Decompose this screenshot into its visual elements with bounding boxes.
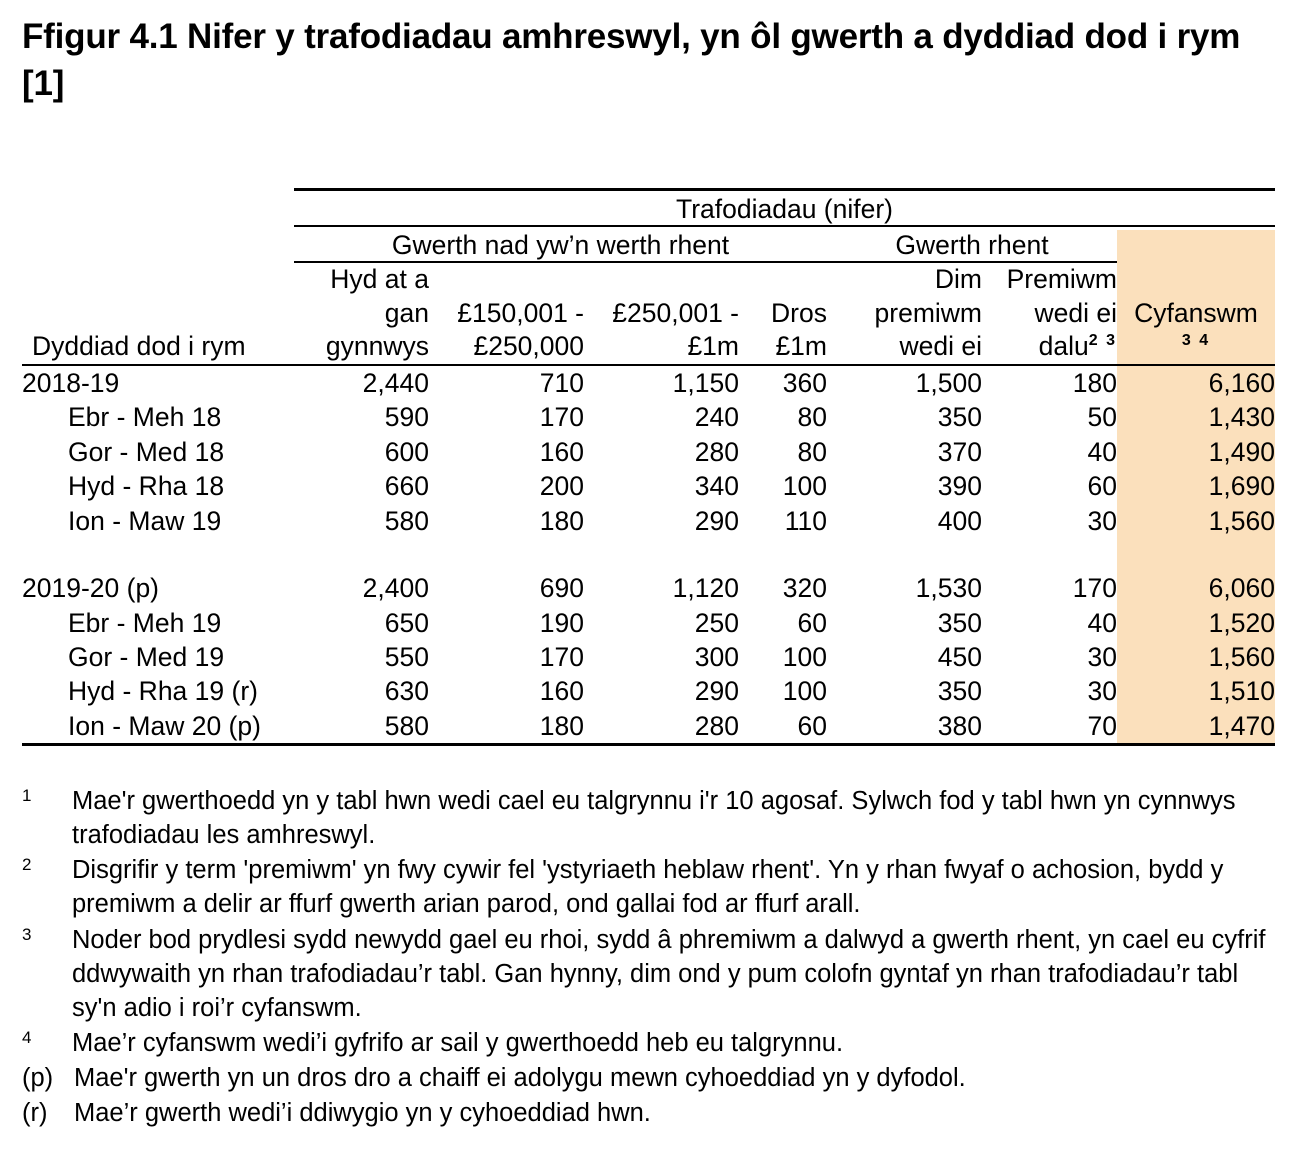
row-total-cell: 1,560 xyxy=(1117,504,1275,538)
table-cell: 580 xyxy=(384,710,429,741)
table-cell: 630 xyxy=(384,676,429,707)
table-cell: 170 xyxy=(1072,573,1117,604)
header-col4-line2: £1m xyxy=(739,330,827,365)
table-cell: 390 xyxy=(937,471,982,502)
header-line3-row xyxy=(22,330,1275,365)
header-col5-line1: Dim xyxy=(934,264,982,294)
transactions-table xyxy=(22,188,1275,749)
table-spacer-row xyxy=(22,538,1275,571)
table-row xyxy=(22,504,1275,538)
table-cell: 450 xyxy=(937,641,982,672)
table-cell: 290 xyxy=(694,505,739,536)
table-cell: 80 xyxy=(797,402,827,433)
spacer-cell xyxy=(982,538,1117,571)
table-cell: 60 xyxy=(1087,471,1117,502)
footnote-marker: 2 xyxy=(22,855,32,875)
table-cell: 250 xyxy=(694,607,739,638)
header-total-footnote-ref xyxy=(1117,330,1275,365)
footnotes-block xyxy=(22,784,1284,1132)
table-cell: 660 xyxy=(384,471,429,502)
table-row xyxy=(22,640,1275,674)
row-total-cell: 6,160 xyxy=(1117,365,1275,400)
footnote-item xyxy=(22,853,1284,921)
table-cell: 600 xyxy=(384,436,429,467)
table-cell: 380 xyxy=(937,710,982,741)
table-cell: 1,150 xyxy=(672,367,739,398)
table-cell: 350 xyxy=(937,676,982,707)
row-total-cell: 6,060 xyxy=(1117,571,1275,605)
header-col4-line1 xyxy=(739,262,827,297)
table-cell: 170 xyxy=(539,641,584,672)
table-cell: 180 xyxy=(539,710,584,741)
header-col2-line2: £250,000 xyxy=(429,330,584,365)
header-col1-line2: gan xyxy=(384,297,429,328)
empty-cell xyxy=(22,194,294,226)
row-label: Gor - Med 19 xyxy=(68,641,225,672)
row-label: Hyd - Rha 18 xyxy=(68,471,225,502)
table-cell: 340 xyxy=(694,471,739,502)
header-total-label: Cyfanswm xyxy=(1117,297,1275,331)
table-cell: 160 xyxy=(539,676,584,707)
spacer-cell xyxy=(739,538,827,571)
table-cell: 160 xyxy=(539,436,584,467)
table-cell: 240 xyxy=(694,402,739,433)
table-cell: 80 xyxy=(797,436,827,467)
table-cell: 60 xyxy=(797,710,827,741)
table-cell: 190 xyxy=(539,607,584,638)
data-table-container xyxy=(22,188,1275,749)
table-cell: 180 xyxy=(539,505,584,536)
row-total-cell: 1,520 xyxy=(1117,606,1275,640)
header-line1-row xyxy=(22,262,1275,297)
empty-cell xyxy=(22,262,294,297)
table-cell: 200 xyxy=(539,471,584,502)
rule-table-bottom xyxy=(22,745,1275,750)
table-cell: 1,530 xyxy=(915,573,982,604)
span-rent-label: Gwerth rhent xyxy=(827,230,1117,262)
footnote-item xyxy=(22,923,1284,1025)
footnote-ref-3-4: 3 4 xyxy=(1181,332,1211,350)
table-cell: 360 xyxy=(782,367,827,398)
header-col6-line2: wedi ei xyxy=(1034,297,1117,328)
row-total-cell: 1,470 xyxy=(1117,709,1275,745)
table-cell: 650 xyxy=(384,607,429,638)
table-row xyxy=(22,606,1275,640)
table-cell: 590 xyxy=(384,402,429,433)
header-col2-line1: £150,001 - xyxy=(457,297,584,328)
footnote-ref-2-3: 2 3 xyxy=(1088,332,1117,350)
table-row xyxy=(22,400,1275,434)
empty-cell xyxy=(22,297,294,331)
footnote-marker: (r) xyxy=(22,1099,48,1128)
table-row xyxy=(22,709,1275,745)
footnote-text: Mae’r cyfanswm wedi’i gyfrifo ar sail y gwerthoedd heb eu talgrynnu. xyxy=(72,1029,844,1058)
row-label: 2018-19 xyxy=(22,367,120,398)
table-cell: 50 xyxy=(1087,402,1117,433)
table-cell: 170 xyxy=(539,402,584,433)
header-col3-line1: £250,001 - xyxy=(612,297,739,328)
header-col5-line3: wedi ei xyxy=(827,330,982,365)
header-col6-line3 xyxy=(982,330,1117,365)
table-cell: 350 xyxy=(937,402,982,433)
row-label: 2019-20 (p) xyxy=(22,573,160,604)
table-cell: 400 xyxy=(937,505,982,536)
table-cell: 100 xyxy=(782,641,827,672)
table-cell: 180 xyxy=(1072,367,1117,398)
spacer-cell xyxy=(294,538,429,571)
spacer-cell xyxy=(429,538,584,571)
row-label: Ebr - Meh 19 xyxy=(68,607,222,638)
footnote-item xyxy=(22,1096,1284,1130)
table-body xyxy=(22,190,1275,750)
header-col2-line1 xyxy=(429,262,584,297)
spacer-cell xyxy=(827,538,982,571)
table-cell: 100 xyxy=(782,471,827,502)
header-col6-line1: Premiwm xyxy=(1006,264,1117,294)
footnote-marker: 4 xyxy=(22,1028,32,1048)
table-cell: 40 xyxy=(1087,436,1117,467)
header-col3-line1 xyxy=(584,262,739,297)
group-labels-row xyxy=(22,230,1275,262)
page-title: Ffigur 4.1 Nifer y trafodiadau amhreswyl, yn ôl gwerth a dyddiad dod i rym [1] xyxy=(22,17,1241,103)
header-row-label: Dyddiad dod i rym xyxy=(22,330,294,365)
table-row xyxy=(22,469,1275,503)
table-cell: 1,500 xyxy=(915,367,982,398)
header-col5-line2: premiwm xyxy=(874,297,982,328)
table-cell: 30 xyxy=(1087,505,1117,536)
table-row xyxy=(22,571,1275,605)
header-line2-row xyxy=(22,297,1275,331)
table-cell: 110 xyxy=(784,505,827,536)
row-label: Hyd - Rha 19 (r) xyxy=(68,676,258,707)
footnote-text: Mae'r gwerth yn un dros dro a chaiff ei adolygu mewn cyhoeddiad yn y dyfodol. xyxy=(74,1064,966,1093)
table-cell: 280 xyxy=(694,436,739,467)
spacer-cell xyxy=(22,538,294,571)
table-cell: 320 xyxy=(782,573,827,604)
table-cell: 100 xyxy=(782,676,827,707)
table-cell: 690 xyxy=(539,573,584,604)
total-column-highlight xyxy=(1117,538,1275,571)
table-cell: 70 xyxy=(1087,710,1117,741)
span-non-rent-label: Gwerth nad yw’n werth rhent xyxy=(294,230,827,262)
header-col4-line1: Dros xyxy=(771,297,827,328)
header-col6-line3-text: dalu xyxy=(1038,331,1089,362)
table-cell: 2,400 xyxy=(362,573,429,604)
total-column-highlight-top xyxy=(1117,230,1275,262)
footnote-text: Noder bod prydlesi sydd newydd gael eu rhoi, sydd â phremiwm a dalwyd a gwerth rhent, yn cael eu cyfrif ddwywaith yn rhan trafodiadau’r tabl. Gan hynny, dim ond y pum colofn gyntaf yn rhan trafodiadau’r tabl sy'n adio i roi’r cyfanswm. xyxy=(72,925,1266,1022)
table-cell: 300 xyxy=(694,641,739,672)
table-cell: 2,440 xyxy=(362,367,429,398)
row-total-cell: 1,490 xyxy=(1117,435,1275,469)
header-col1-line1: Hyd at a xyxy=(330,264,429,294)
span-transactions-label: Trafodiadau (nifer) xyxy=(675,194,893,224)
table-bottom-rule-row xyxy=(22,745,1275,750)
row-total-cell: 1,510 xyxy=(1117,674,1275,708)
table-cell: 580 xyxy=(384,505,429,536)
row-total-cell: 1,690 xyxy=(1117,469,1275,503)
row-label: Ebr - Meh 18 xyxy=(68,402,222,433)
footnote-marker: 1 xyxy=(22,786,32,805)
span-transactions-row xyxy=(22,194,1275,226)
table-row xyxy=(22,365,1275,400)
footnote-item xyxy=(22,784,1284,852)
header-col1-line3: gynnwys xyxy=(294,330,429,365)
footnote-item xyxy=(22,1061,1284,1095)
footnote-text: Mae'r gwerthoedd yn y tabl hwn wedi cael eu talgrynnu i'r 10 agosaf. Sylwch fod y tabl hwn yn cynnwys trafodiadau les amhreswyl. xyxy=(72,787,1236,850)
footnote-marker: 3 xyxy=(22,924,32,944)
table-cell: 370 xyxy=(937,436,982,467)
total-column-highlight xyxy=(1117,262,1275,297)
empty-cell xyxy=(22,230,294,262)
table-cell: 350 xyxy=(937,607,982,638)
table-cell: 550 xyxy=(384,641,429,672)
table-row xyxy=(22,435,1275,469)
table-cell: 30 xyxy=(1087,676,1117,707)
table-cell: 60 xyxy=(797,607,827,638)
footnote-item xyxy=(22,1026,1284,1060)
spacer-cell xyxy=(584,538,739,571)
footnote-text: Disgrifir y term 'premiwm' yn fwy cywir fel 'ystyriaeth heblaw rhent'. Yn y rhan fwyaf o achosion, bydd y premiwm a delir ar ffurf gwerth arian parod, ond gallai fod ar ffurf arall. xyxy=(72,856,1224,919)
table-cell: 280 xyxy=(694,710,739,741)
table-cell: 30 xyxy=(1087,641,1117,672)
table-cell: 40 xyxy=(1087,607,1117,638)
table-cell: 710 xyxy=(539,367,584,398)
table-cell: 1,120 xyxy=(672,573,739,604)
table-row xyxy=(22,674,1275,708)
footnote-marker: (p) xyxy=(22,1064,54,1093)
row-label: Ion - Maw 20 (p) xyxy=(68,710,261,741)
row-total-cell: 1,560 xyxy=(1117,640,1275,674)
footnote-text: Mae’r gwerth wedi’i ddiwygio yn y cyhoeddiad hwn. xyxy=(74,1099,651,1128)
table-cell: 290 xyxy=(694,676,739,707)
row-total-cell: 1,430 xyxy=(1117,400,1275,434)
header-col3-line2: £1m xyxy=(584,330,739,365)
row-label: Gor - Med 18 xyxy=(68,436,225,467)
row-label: Ion - Maw 19 xyxy=(68,505,222,536)
